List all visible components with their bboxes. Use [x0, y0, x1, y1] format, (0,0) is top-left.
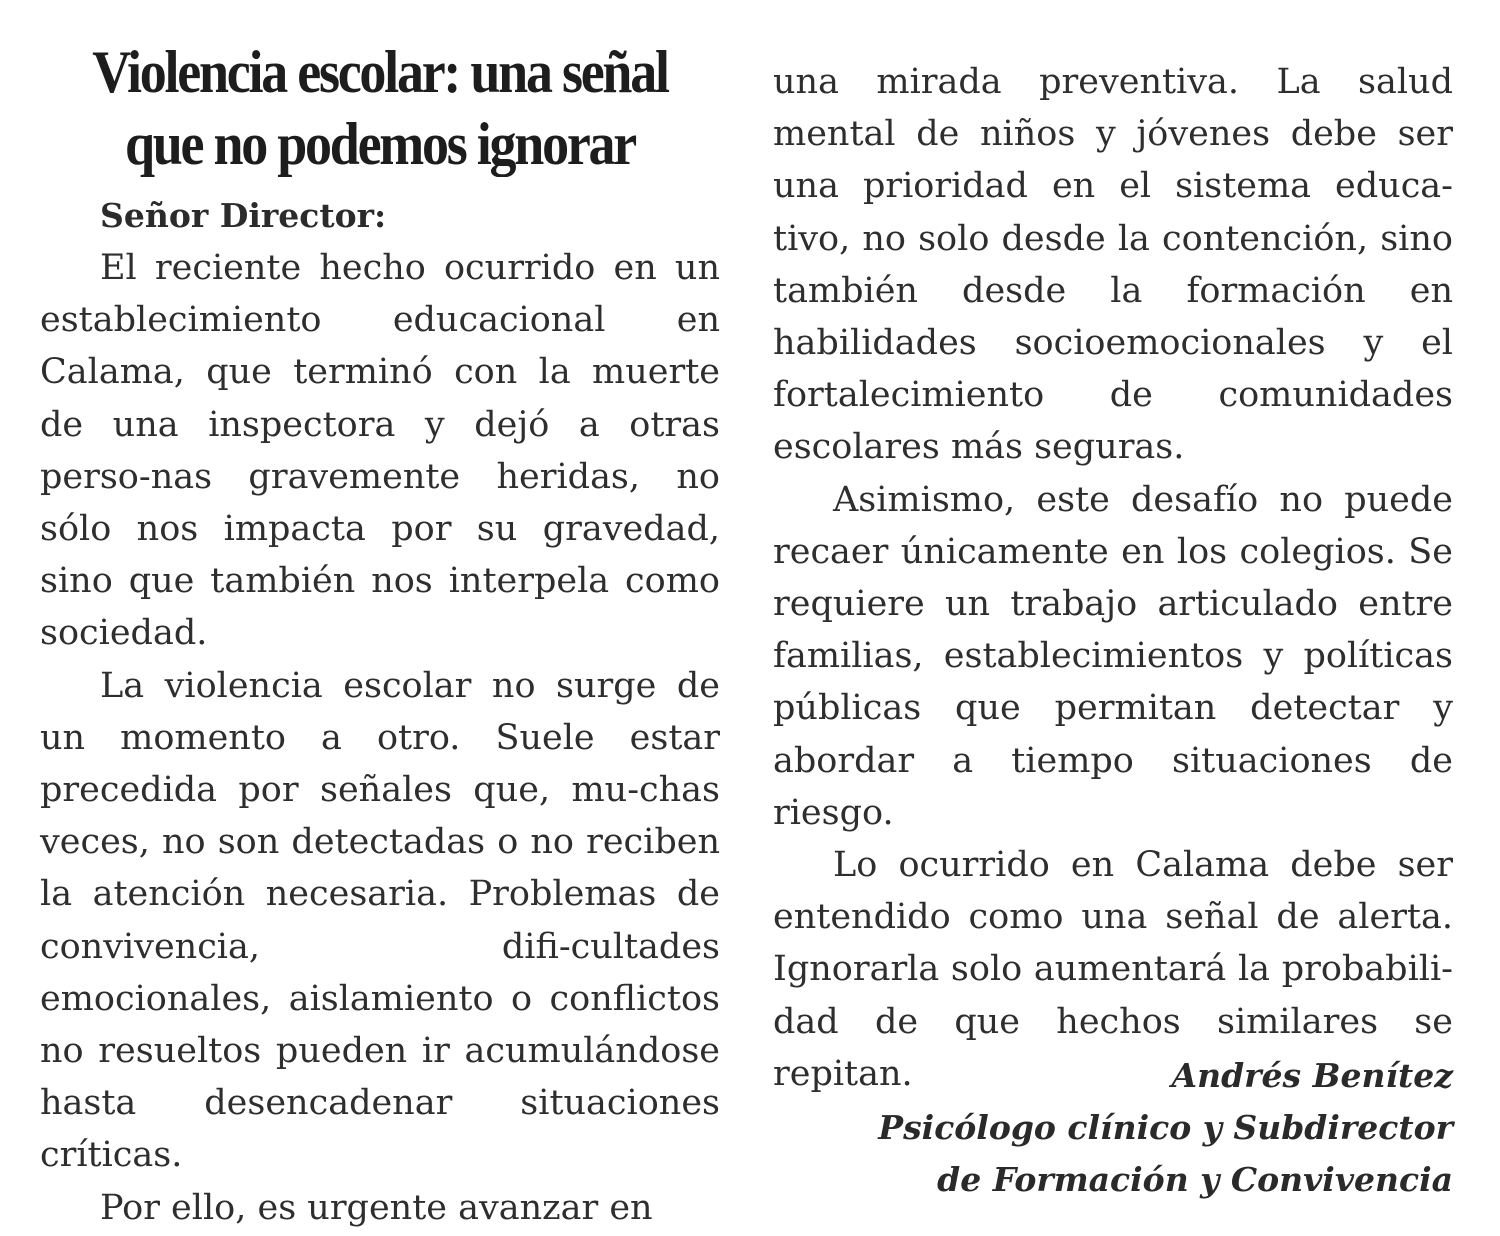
- author-name: Andrés Benítez: [1171, 1056, 1453, 1095]
- body-paragraph: Por ello, es urgente avanzar en: [100, 1187, 653, 1228]
- right-column: [773, 56, 1453, 1100]
- signature-block: [878, 1050, 1453, 1206]
- salutation: Señor Director:: [100, 196, 387, 235]
- author-title: Psicólogo clínico y Subdirector: [878, 1108, 1453, 1147]
- body-paragraph: El reciente hecho ocurrido en un establecimiento educacional en Calama, que terminó con la muerte de una inspectora y dejó a otras perso-nas gravemente heridas, no sólo nos impacta por su gravedad, sino que también nos interpela como sociedad.: [40, 248, 720, 654]
- headline: Violencia escolar: una señal que no podemos ignorar: [92, 39, 668, 177]
- body-paragraph: Asimismo, este desafío no puede recaer únicamente en los colegios. Se requiere un trabajo articulado entre familias, establecimientos y políticas públicas que permitan detectar y abordar a tiempo situaciones de riesgo.: [773, 479, 1453, 833]
- body-paragraph: Lo ocurrido en Calama debe ser entendido como una señal de alerta. Ignorarla solo aumentará la probabili-dad de que hechos similares se repitan.: [773, 845, 1453, 1094]
- author-title: de Formación y Convivencia: [937, 1160, 1453, 1199]
- body-paragraph: La violencia escolar no surge de un momento a otro. Suele estar precedida por señales que, mu-chas veces, no son detectadas o no reciben la atención necesaria. Problemas de convivencia, difi-cultades emocionales, aislamiento o conflictos no resueltos pueden ir acumulándose hasta desencadenar situaciones críticas.: [40, 665, 720, 1176]
- body-paragraph-continued: una mirada preventiva. La salud mental de niños y jóvenes debe ser una prioridad en el sistema educa-tivo, no solo desde la contención, sino también desde la formación en habilidades socioemocionales y el fortalecimiento de comunidades escolares más seguras.: [773, 62, 1453, 468]
- left-column: [40, 30, 720, 1234]
